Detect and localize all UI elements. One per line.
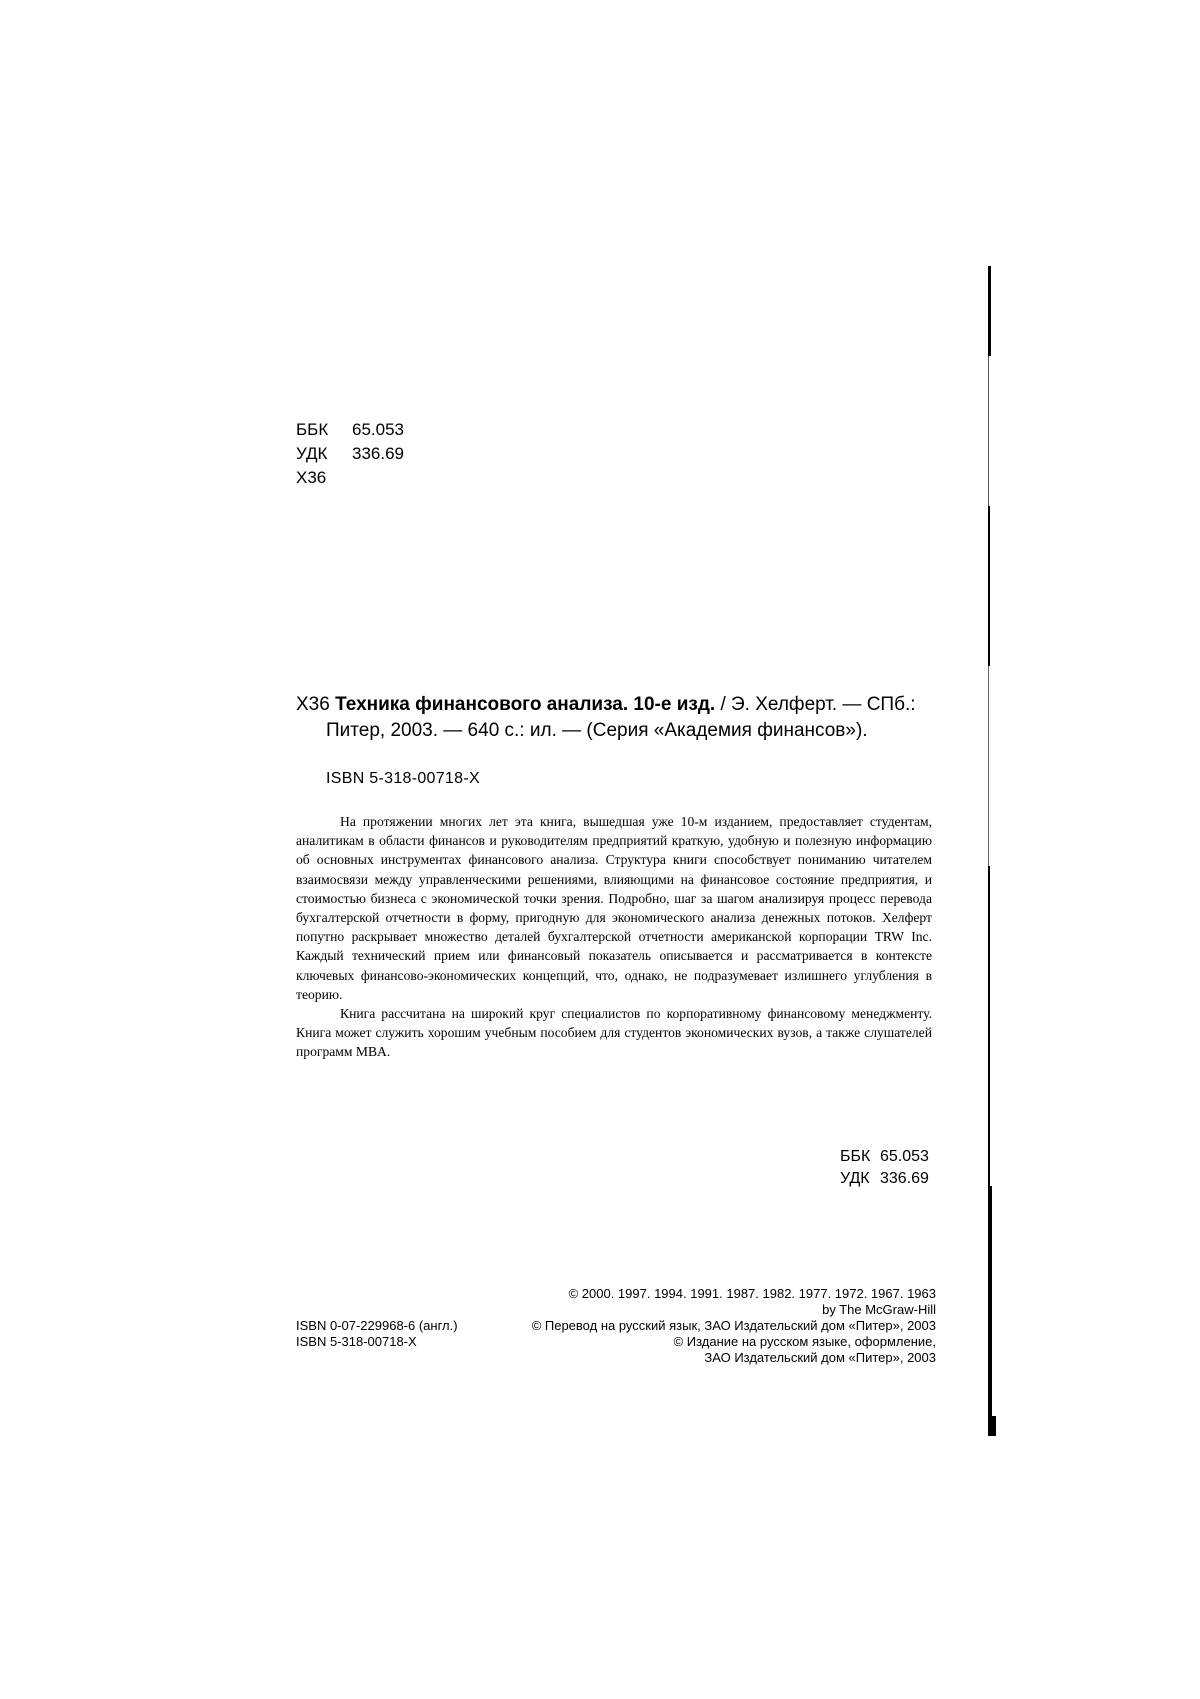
- bbk-row: [296, 418, 404, 442]
- bibliographic-record: [296, 692, 936, 744]
- copyright-row-translation: [296, 1318, 936, 1334]
- udk-row-right: [840, 1168, 929, 1190]
- scan-edge-segment: [988, 866, 990, 1186]
- scan-edge-segment: [988, 666, 989, 866]
- copyright-row-edition: [296, 1334, 936, 1350]
- copyright-years: © 2000. 1997. 1994. 1991. 1987. 1982. 1977. 1972. 1967. 1963: [568, 1286, 936, 1301]
- biblio-line-2: Питер, 2003. — 640 с.: ил. — (Серия «Академия финансов»).: [326, 720, 868, 741]
- biblio-line-1: [296, 692, 936, 718]
- author-mark-row: [296, 466, 404, 490]
- bbk-row-right: [840, 1146, 929, 1168]
- translation-copyright: © Перевод на русский язык, ЗАО Издательский дом «Питер», 2003: [531, 1318, 936, 1333]
- copyright-block: [296, 1286, 936, 1366]
- scan-edge-segment: [988, 506, 990, 666]
- edition-copyright: © Издание на русском языке, оформление,: [673, 1334, 936, 1349]
- bbk-label: ББК: [296, 420, 329, 439]
- bbk-value-right: 65.053: [880, 1148, 929, 1165]
- scan-edge-segment: [988, 1416, 996, 1436]
- isbn-main: ISBN 5-318-00718-X: [326, 770, 480, 787]
- copyright-holder: by The McGraw-Hill: [822, 1302, 936, 1317]
- classification-codes: [296, 418, 404, 490]
- edition-copyright-publisher: ЗАО Издательский дом «Питер», 2003: [704, 1350, 936, 1365]
- book-title: Техника финансового анализа. 10-е изд.: [335, 694, 716, 715]
- udk-row: [296, 442, 404, 466]
- classification-codes-right: [840, 1146, 929, 1190]
- scan-edge-segment: [988, 356, 989, 506]
- bbk-label-right: ББК: [840, 1148, 871, 1165]
- biblio-author-place: / Э. Хелферт. — СПб.:: [715, 694, 916, 715]
- abstract-paragraph-1: На протяжении многих лет эта книга, вышедшая уже 10-м изданием, предоставляет студентам, аналитикам в области финансов и руководителям предприятий краткую, удобную и полезную информацию об основных инструментах финансового анализа. Структура книги способствует пониманию читателем взаимосвязи между управленческими решениями, влияющими на финансовое состояние предприятия, и стоимостью бизнеса с экономической точки зрения. Подробно, шаг за шагом анализируя процесс перевода бухгалтерской отчетности в форму, пригодную для экономического анализа денежных потоков. Хелферт попутно раскрывает множество деталей бухгалтерской отчетности американской корпорации TRW Inc. Каждый технический прием или финансовый показатель описывается и рассматривается в контексте ключевых финансово-экономических концепций, что, однако, не подразумевает излишнего углубления в теорию.: [296, 814, 932, 1002]
- author-mark: Х36: [296, 468, 327, 487]
- udk-label-right: УДК: [840, 1170, 870, 1187]
- scan-edge-segment: [988, 1186, 992, 1416]
- udk-value: 336.69: [352, 444, 404, 463]
- abstract-paragraph-2: Книга рассчитана на широкий круг специалистов по корпоративному финансовому менеджменту. Книга может служить хорошим учебным пособием для студентов экономических вузов, а также слушателей программ MBA.: [296, 1006, 932, 1060]
- udk-label: УДК: [296, 444, 328, 463]
- udk-value-right: 336.69: [880, 1170, 929, 1187]
- isbn-russian: ISBN 5-318-00718-X: [296, 1334, 417, 1349]
- bbk-value: 65.053: [352, 420, 404, 439]
- scan-edge-segment: [988, 266, 991, 356]
- biblio-mark: Х36: [296, 694, 330, 715]
- isbn-english: ISBN 0-07-229968-6 (англ.): [296, 1318, 458, 1333]
- book-abstract: [296, 812, 932, 1062]
